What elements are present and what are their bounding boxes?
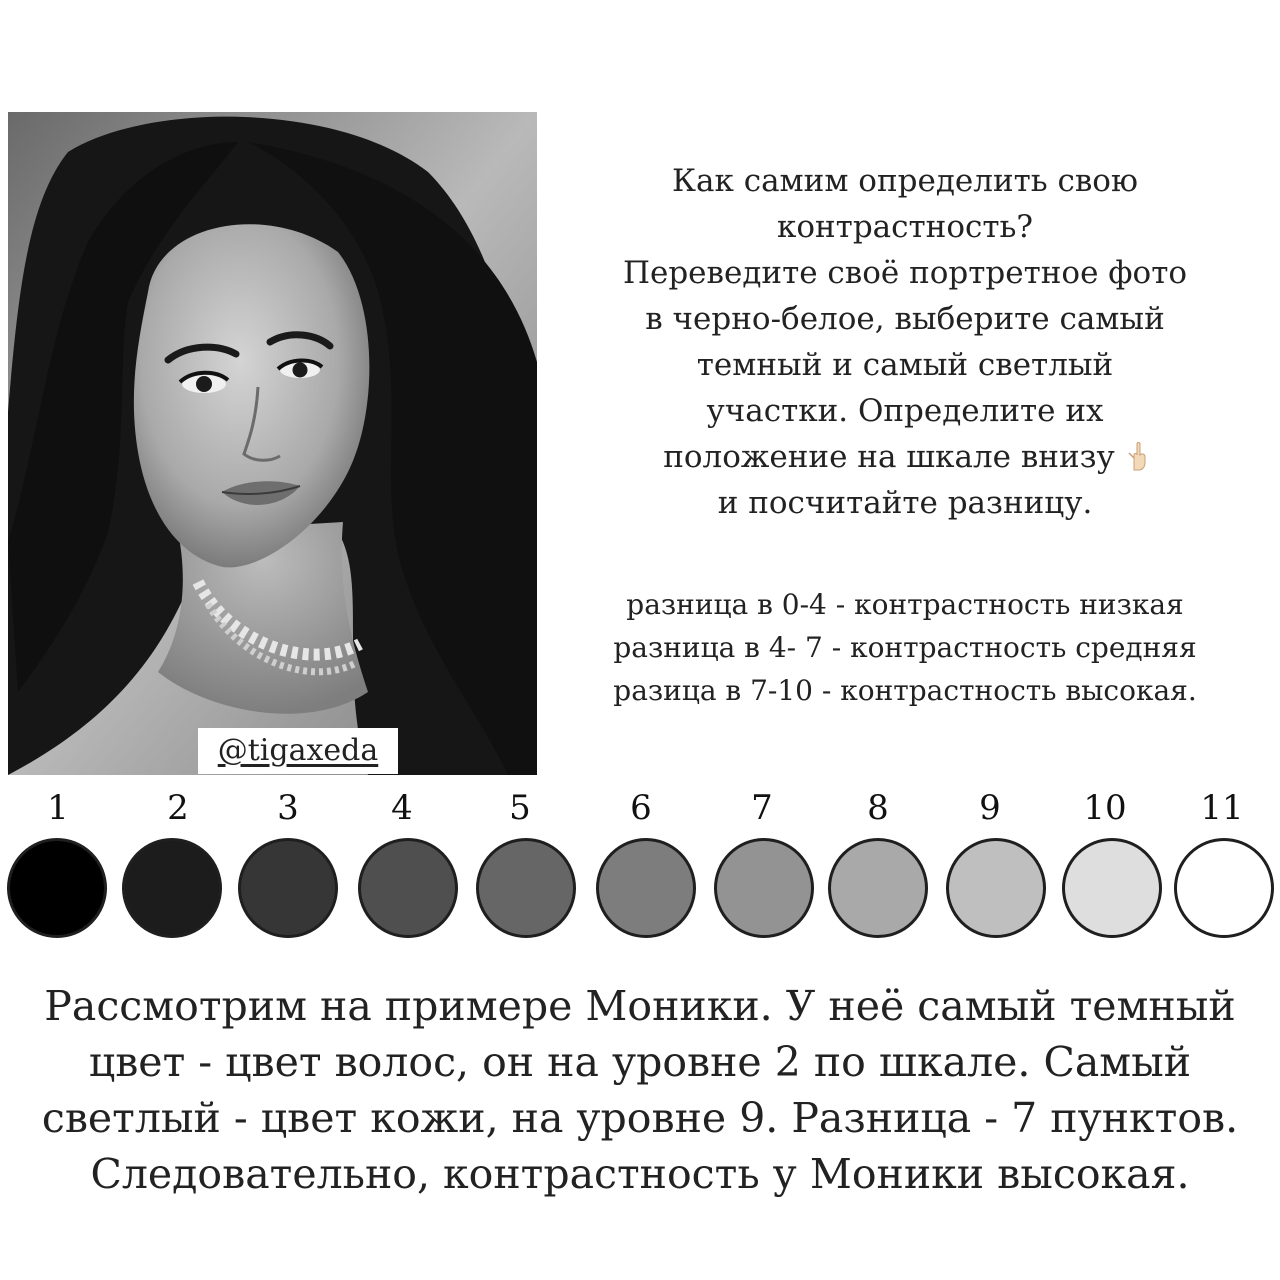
scale-number: 8 bbox=[867, 788, 889, 828]
instructions-line: в черно-белое, выберите самый bbox=[645, 301, 1165, 337]
instructions-line: Как самим определить свою bbox=[672, 163, 1138, 199]
scale-number: 5 bbox=[509, 788, 531, 828]
pointing-down-hand-icon bbox=[1127, 438, 1147, 468]
instructions-line: Переведите своё портретное фото bbox=[622, 255, 1188, 291]
portrait-photo bbox=[8, 112, 537, 775]
scale-number: 10 bbox=[1083, 788, 1127, 828]
example-line: Рассмотрим на примере Моники. У неё самый темный bbox=[44, 982, 1236, 1030]
gray-swatch-8 bbox=[828, 838, 928, 938]
portrait-illustration bbox=[8, 112, 537, 775]
range-low: разница в 0-4 - контрастность низкая bbox=[626, 588, 1184, 621]
instructions-line-with-pointer bbox=[560, 434, 1250, 480]
example-line: Следовательно, контрастность у Моники высокая. bbox=[90, 1150, 1190, 1198]
scale-number: 7 bbox=[751, 788, 773, 828]
gray-swatch-6 bbox=[596, 838, 696, 938]
gray-swatch-11 bbox=[1174, 838, 1274, 938]
scale-number: 2 bbox=[167, 788, 189, 828]
watermark-handle: @tigaxeda bbox=[198, 728, 398, 774]
gray-swatch-5 bbox=[476, 838, 576, 938]
gray-swatch-10 bbox=[1062, 838, 1162, 938]
instructions-line: участки. Определите их bbox=[706, 393, 1104, 429]
gray-swatch-3 bbox=[238, 838, 338, 938]
gray-swatch-7 bbox=[714, 838, 814, 938]
example-line: светлый - цвет кожи, на уровне 9. Разница - 7 пунктов. bbox=[41, 1094, 1239, 1142]
example-paragraph bbox=[10, 978, 1270, 1202]
instructions-text bbox=[560, 158, 1250, 526]
contrast-ranges bbox=[560, 583, 1250, 712]
instructions-line: положение на шкале внизу bbox=[663, 439, 1115, 475]
scale-number: 3 bbox=[277, 788, 299, 828]
scale-number: 1 bbox=[47, 788, 69, 828]
instructions-line: и посчитайте разницу. bbox=[717, 485, 1093, 521]
scale-number: 9 bbox=[979, 788, 1001, 828]
gray-swatch-1 bbox=[7, 838, 107, 938]
scale-number: 11 bbox=[1200, 788, 1244, 828]
range-medium: разница в 4- 7 - контрастность средняя bbox=[613, 631, 1197, 664]
scale-number: 4 bbox=[391, 788, 413, 828]
gray-swatch-2 bbox=[122, 838, 222, 938]
example-line: цвет - цвет волос, он на уровне 2 по шкале. Самый bbox=[88, 1038, 1192, 1086]
gray-swatch-9 bbox=[946, 838, 1046, 938]
instructions-line: контрастность? bbox=[776, 209, 1034, 245]
range-high: разица в 7-10 - контрастность высокая. bbox=[613, 674, 1197, 707]
gray-swatch-4 bbox=[358, 838, 458, 938]
scale-number: 6 bbox=[630, 788, 652, 828]
instructions-line: темный и самый светлый bbox=[696, 347, 1114, 383]
